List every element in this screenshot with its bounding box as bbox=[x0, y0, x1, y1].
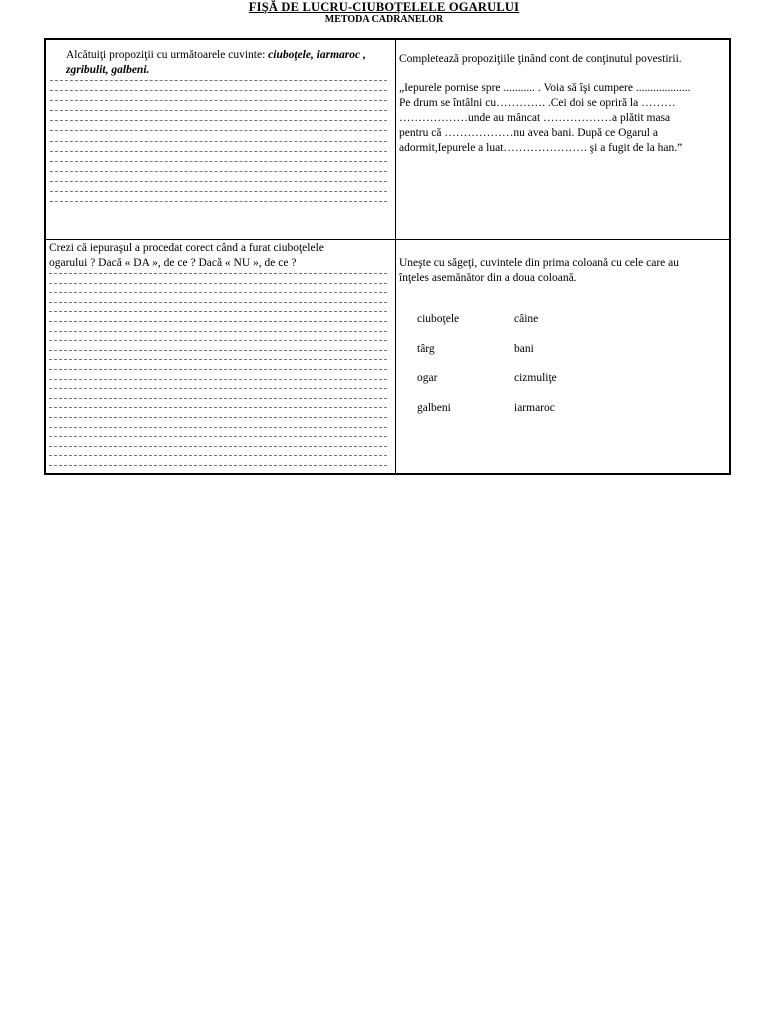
writing-line[interactable] bbox=[49, 417, 387, 418]
match-left-word[interactable]: ciuboţele bbox=[417, 313, 460, 325]
match-left-word[interactable]: târg bbox=[417, 342, 435, 355]
writing-line[interactable] bbox=[50, 90, 387, 91]
writing-line[interactable] bbox=[49, 311, 387, 312]
writing-line[interactable] bbox=[50, 141, 387, 142]
match-right-word[interactable]: câine bbox=[514, 313, 539, 325]
writing-line[interactable] bbox=[50, 151, 387, 152]
writing-lines[interactable] bbox=[49, 273, 391, 466]
writing-line[interactable] bbox=[50, 171, 387, 172]
writing-line[interactable] bbox=[49, 465, 387, 466]
worksheet-subtitle: METODA CADRANELOR bbox=[324, 14, 444, 25]
writing-line[interactable] bbox=[49, 283, 387, 284]
writing-line[interactable] bbox=[49, 331, 387, 332]
writing-line[interactable] bbox=[50, 130, 387, 131]
writing-line[interactable] bbox=[49, 427, 387, 428]
worksheet-title: FIŞĂ DE LUCRU-CIUBOŢELELE OGARULUI bbox=[248, 0, 520, 14]
writing-line[interactable] bbox=[50, 191, 387, 192]
match-left-word[interactable]: ogar bbox=[417, 372, 438, 384]
quadrant-matching bbox=[399, 256, 729, 286]
writing-line[interactable] bbox=[49, 379, 387, 380]
writing-line[interactable] bbox=[50, 80, 387, 81]
writing-line[interactable] bbox=[50, 181, 387, 182]
match-left-word[interactable]: galbeni bbox=[417, 401, 451, 414]
writing-line[interactable] bbox=[50, 201, 387, 202]
writing-line[interactable] bbox=[49, 350, 387, 351]
writing-lines[interactable] bbox=[50, 80, 390, 202]
horizontal-divider bbox=[46, 239, 729, 240]
fill-in-prompt: Completează propoziţiile ţinând cont de conţinutul povestirii. bbox=[399, 53, 682, 65]
fill-in-line-5: adormit,Iepurele a luat…………………. şi a fugit de la han.” bbox=[399, 142, 683, 154]
opinion-prompt-line-1: Crezi că iepuraşul a procedat corect când a furat ciuboţelele bbox=[49, 242, 324, 254]
fill-in-line-1: „Iepurele pornise spre ........... . Voia să îşi cumpere ................... bbox=[399, 82, 691, 94]
writing-line[interactable] bbox=[50, 110, 387, 111]
writing-line[interactable] bbox=[50, 161, 387, 162]
match-right-word[interactable]: cizmuliţe bbox=[514, 372, 557, 384]
fill-in-line-4: pentru că ………………nu avea bani. După ce Ogarul a bbox=[399, 127, 658, 139]
matching-prompt-line-2: înţeles asemănător din a doua coloană. bbox=[399, 272, 577, 284]
writing-line[interactable] bbox=[49, 446, 387, 447]
writing-line[interactable] bbox=[50, 100, 387, 101]
vertical-divider bbox=[395, 40, 396, 473]
quadrant-sentences bbox=[50, 48, 390, 211]
writing-line[interactable] bbox=[49, 388, 387, 389]
writing-line[interactable] bbox=[49, 273, 387, 274]
writing-line[interactable] bbox=[49, 369, 387, 370]
writing-line[interactable] bbox=[49, 359, 387, 360]
quadrant-fill-in bbox=[399, 52, 729, 156]
sentences-prompt bbox=[50, 48, 390, 78]
writing-line[interactable] bbox=[49, 455, 387, 456]
writing-line[interactable] bbox=[49, 292, 387, 293]
opinion-prompt-line-2: ogarului ? Dacă « DA », de ce ? Dacă « NU », de ce ? bbox=[49, 257, 297, 269]
sentences-prompt-text: Alcătuiţi propoziţii cu următoarele cuvinte: bbox=[66, 49, 269, 61]
writing-line[interactable] bbox=[49, 436, 387, 437]
fill-in-line-3: ………………unde au mâncat ………………a plătit masa bbox=[399, 112, 671, 124]
writing-line[interactable] bbox=[50, 120, 387, 121]
writing-line[interactable] bbox=[49, 398, 387, 399]
writing-line[interactable] bbox=[49, 407, 387, 408]
matching-prompt-line-1: Uneşte cu săgeţi, cuvintele din prima coloană cu cele care au bbox=[399, 257, 680, 269]
match-right-word[interactable]: iarmaroc bbox=[514, 401, 555, 414]
writing-line[interactable] bbox=[49, 321, 387, 322]
fill-in-line-2: Pe drum se întâlni cu…………. .Cei doi se opriră la ……… bbox=[399, 97, 676, 109]
sentences-prompt-words: ciuboţele, iarmaroc , zgribulit, galbeni. bbox=[66, 49, 366, 76]
writing-line[interactable] bbox=[49, 302, 387, 303]
quadrant-opinion bbox=[49, 241, 391, 474]
match-right-word[interactable]: bani bbox=[514, 342, 534, 355]
writing-line[interactable] bbox=[49, 340, 387, 341]
